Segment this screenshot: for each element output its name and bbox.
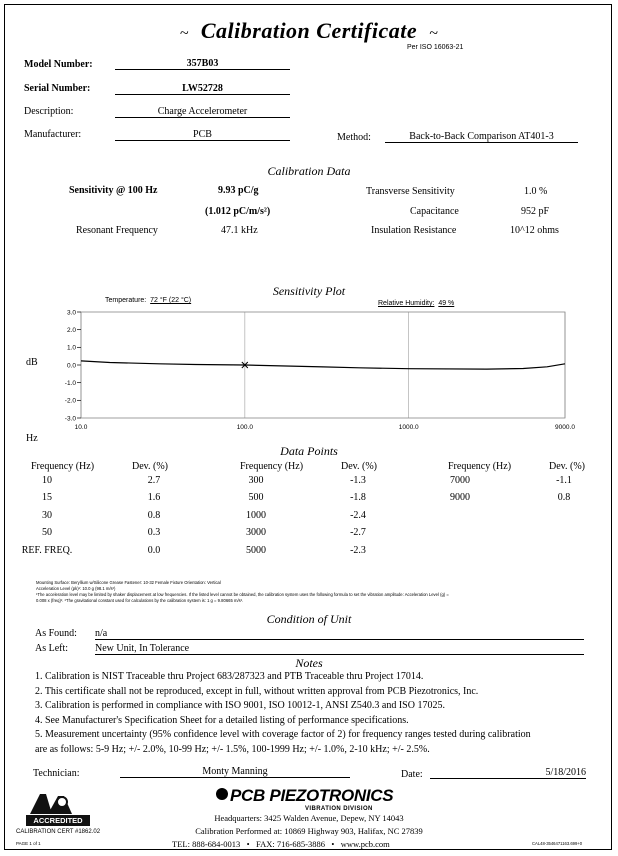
capacitance-label: Capacitance [410,206,459,217]
as-left-value: New Unit, In Tolerance [95,643,584,655]
temperature-label: Temperature: [105,297,147,304]
col1-dev-header: Dev. (%) [132,461,169,472]
method-label: Method: [337,132,371,143]
data-point-deviation: -1.1 [556,475,572,486]
insulation-label: Insulation Resistance [371,225,457,236]
x-tick-label: 10.0 [74,424,88,431]
mounting-line-4: 0.008 x (freq)². ²The gravitational constant used for calculations by the calibration system is: 1 g = 9.80665 m/s². [36,598,244,603]
data-point-deviation: 0.8 [557,492,571,503]
col3-frequency-header: Frequency (Hz) [448,461,512,472]
telephone: TEL: 888-684-0013 [172,839,241,849]
company-name [216,786,393,806]
fax: FAX: 716-685-3886 [255,839,325,849]
note-2: 2. This certificate shall not be reproduced, except in full, without written approval from PCB Piezotronics, Inc. [35,685,479,697]
as-found-label: As Found: [35,628,77,639]
data-point-deviation: -2.3 [350,545,366,556]
contact-separator-2: • [331,839,335,849]
title-tilde-right: ~ [429,25,439,42]
mounting-line-2: Acceleration Level (pk)¹: 10.0 g (98.1 m/s²) [36,586,116,591]
model-label: Model Number: [24,59,93,70]
data-point-frequency: 1000 [246,510,266,521]
note-5-continued: are as follows: 5-9 Hz; +/- 2.0%, 10-99 Hz; +/- 1.5%, 100-1999 Hz; +/- 1.0%, 2-10 kHz; +/- 2.5%. [35,743,430,755]
resonant-label: Resonant Frequency [76,225,158,236]
data-point-deviation: 1.6 [147,492,161,503]
y-tick-label: -3.0 [64,415,76,423]
data-point-frequency: 3000 [246,527,266,538]
y-tick-label: 0.0 [66,362,76,370]
y-tick-label: -2.0 [64,397,76,405]
document-id: CAL48-3546471163.699+0 [532,841,583,846]
chart-grid [81,312,565,418]
date-label: Date: [401,769,423,780]
insulation-value: 10^12 ohms [510,225,559,236]
technician-value: Monty Manning [120,766,350,778]
data-point-frequency: 300 [248,475,264,486]
data-point-frequency: 500 [248,492,264,503]
y-tick-label: 3.0 [66,309,76,317]
col1-frequency-header: Frequency (Hz) [31,461,95,472]
serial-value: LW52728 [115,83,290,95]
headquarters-address: Headquarters: 3425 Walden Avenue, Depew, NY 14043 [214,813,404,823]
chart-series [81,361,565,369]
plot-area [81,312,565,418]
temperature-value: 72 °F (22 °C) [150,297,192,304]
x-tick-label: 9000.0 [555,424,575,431]
data-point-deviation: -2.7 [350,527,366,538]
x-axis-label: Hz [26,433,38,444]
condition-heading: Condition of Unit [266,612,352,626]
data-point-deviation: 0.3 [147,527,161,538]
y-axis-label: dB [26,357,38,368]
y-tick-label: -1.0 [64,379,76,387]
data-point-frequency: 15 [42,492,52,503]
data-point-frequency: 9000 [450,492,470,503]
data-point-deviation: 2.7 [147,475,161,486]
sensitivity-label: Sensitivity @ 100 Hz [69,185,158,196]
data-point-deviation: -2.4 [350,510,366,521]
mounting-info [36,580,596,604]
as-left-label: As Left: [35,643,69,654]
y-tick-label: 2.0 [66,326,76,334]
col2-frequency-header: Frequency (Hz) [240,461,304,472]
title-text: Calibration Certificate [200,18,418,43]
transverse-value: 1.0 % [524,186,548,197]
pcb-logo-icon [216,788,228,800]
calibration-location: Calibration Performed at: 10869 Highway 903, Halifax, NC 27839 [195,826,423,836]
notes-list [35,670,531,757]
data-point-frequency: 50 [42,527,52,538]
sensitivity-curve [81,361,565,369]
data-point-frequency: 5000 [246,545,266,556]
title-tilde-left: ~ [179,25,189,42]
col2-dev-header: Dev. (%) [341,461,378,472]
manufacturer-label: Manufacturer: [24,129,82,140]
note-1: 1. Calibration is NIST Traceable thru Project 683/287323 and PTB Traceable thru Project 17014. [35,671,424,682]
page-number: PAGE 1 of 1 [16,841,41,846]
iso-standard: Per ISO 16063-21 [407,44,464,51]
technician-label: Technician: [33,768,80,779]
x-tick-label: 100.0 [236,424,253,431]
division-name: VIBRATION DIVISION [305,806,373,812]
description-label: Description: [24,106,74,117]
humidity-value: 49 % [438,300,455,307]
sensitivity-plot-heading: Sensitivity Plot [272,284,346,298]
col3-dev-header: Dev. (%) [549,461,586,472]
mounting-line-3: ¹The acceleration level may be limited by shaker displacement at low frequencies. If the listed level cannot be obtained, the calibration system uses the following formula to set the vibration amplitude: Acceleration Level (g) = [36,592,449,597]
description-value: Charge Accelerometer [115,106,290,118]
sensitivity-si-value: (1.012 pC/m/s²) [205,206,271,217]
model-value: 357B03 [115,58,290,70]
data-point-deviation: -1.8 [350,492,366,503]
manufacturer-value: PCB [115,129,290,141]
data-point-frequency: 10 [42,475,52,486]
data-point-deviation: 0.0 [147,545,161,556]
website-link[interactable]: www.pcb.com [340,839,390,849]
as-found-value: n/a [95,628,584,640]
note-4: 4. See Manufacturer's Specification Sheet for a detailed listing of performance specifications. [35,714,409,726]
y-tick-label: 1.0 [66,344,76,352]
data-points-heading: Data Points [280,444,338,458]
chart-axes [65,309,576,431]
data-point-deviation: 0.8 [147,510,161,521]
company-name-text: PCB PIEZOTRONICS [230,786,394,805]
contact-separator-1: • [246,839,250,849]
data-point-deviation: -1.3 [350,475,366,486]
date-value: 5/18/2016 [430,767,586,779]
x-tick-label: 1000.0 [398,424,419,431]
accredited-badge: ACCREDITED [33,816,83,825]
calibration-data-heading: Calibration Data [267,164,351,178]
resonant-value: 47.1 kHz [221,225,258,236]
sensitivity-value: 9.93 pC/g [218,185,259,196]
cal-cert-number: CALIBRATION CERT #1862.02 [16,829,101,835]
data-point-frequency: 30 [42,510,52,521]
capacitance-value: 952 pF [521,206,550,217]
data-point-frequency: REF. FREQ. [21,545,73,556]
note-3: 3. Calibration is performed in compliance with ISO 9001, ISO 10012-1, ANSI Z540.3 and ISO 17025. [35,700,445,711]
mounting-line-1: Mounting Surface: Beryllium w/Silicone Grease Fastener: 10-32 Female Fixture Orientation: Vertical [36,580,221,585]
humidity-label: Relative Humidity: [378,300,435,307]
note-5: 5. Measurement uncertainty (95% confidence level with coverage factor of 2) for frequency ranges tested during calibration [35,729,531,740]
transverse-label: Transverse Sensitivity [366,186,455,197]
serial-label: Serial Number: [24,83,91,94]
data-point-frequency: 7000 [450,475,470,486]
method-value: Back-to-Back Comparison AT401-3 [385,131,578,143]
notes-heading: Notes [295,656,323,670]
contact-line [172,839,390,849]
